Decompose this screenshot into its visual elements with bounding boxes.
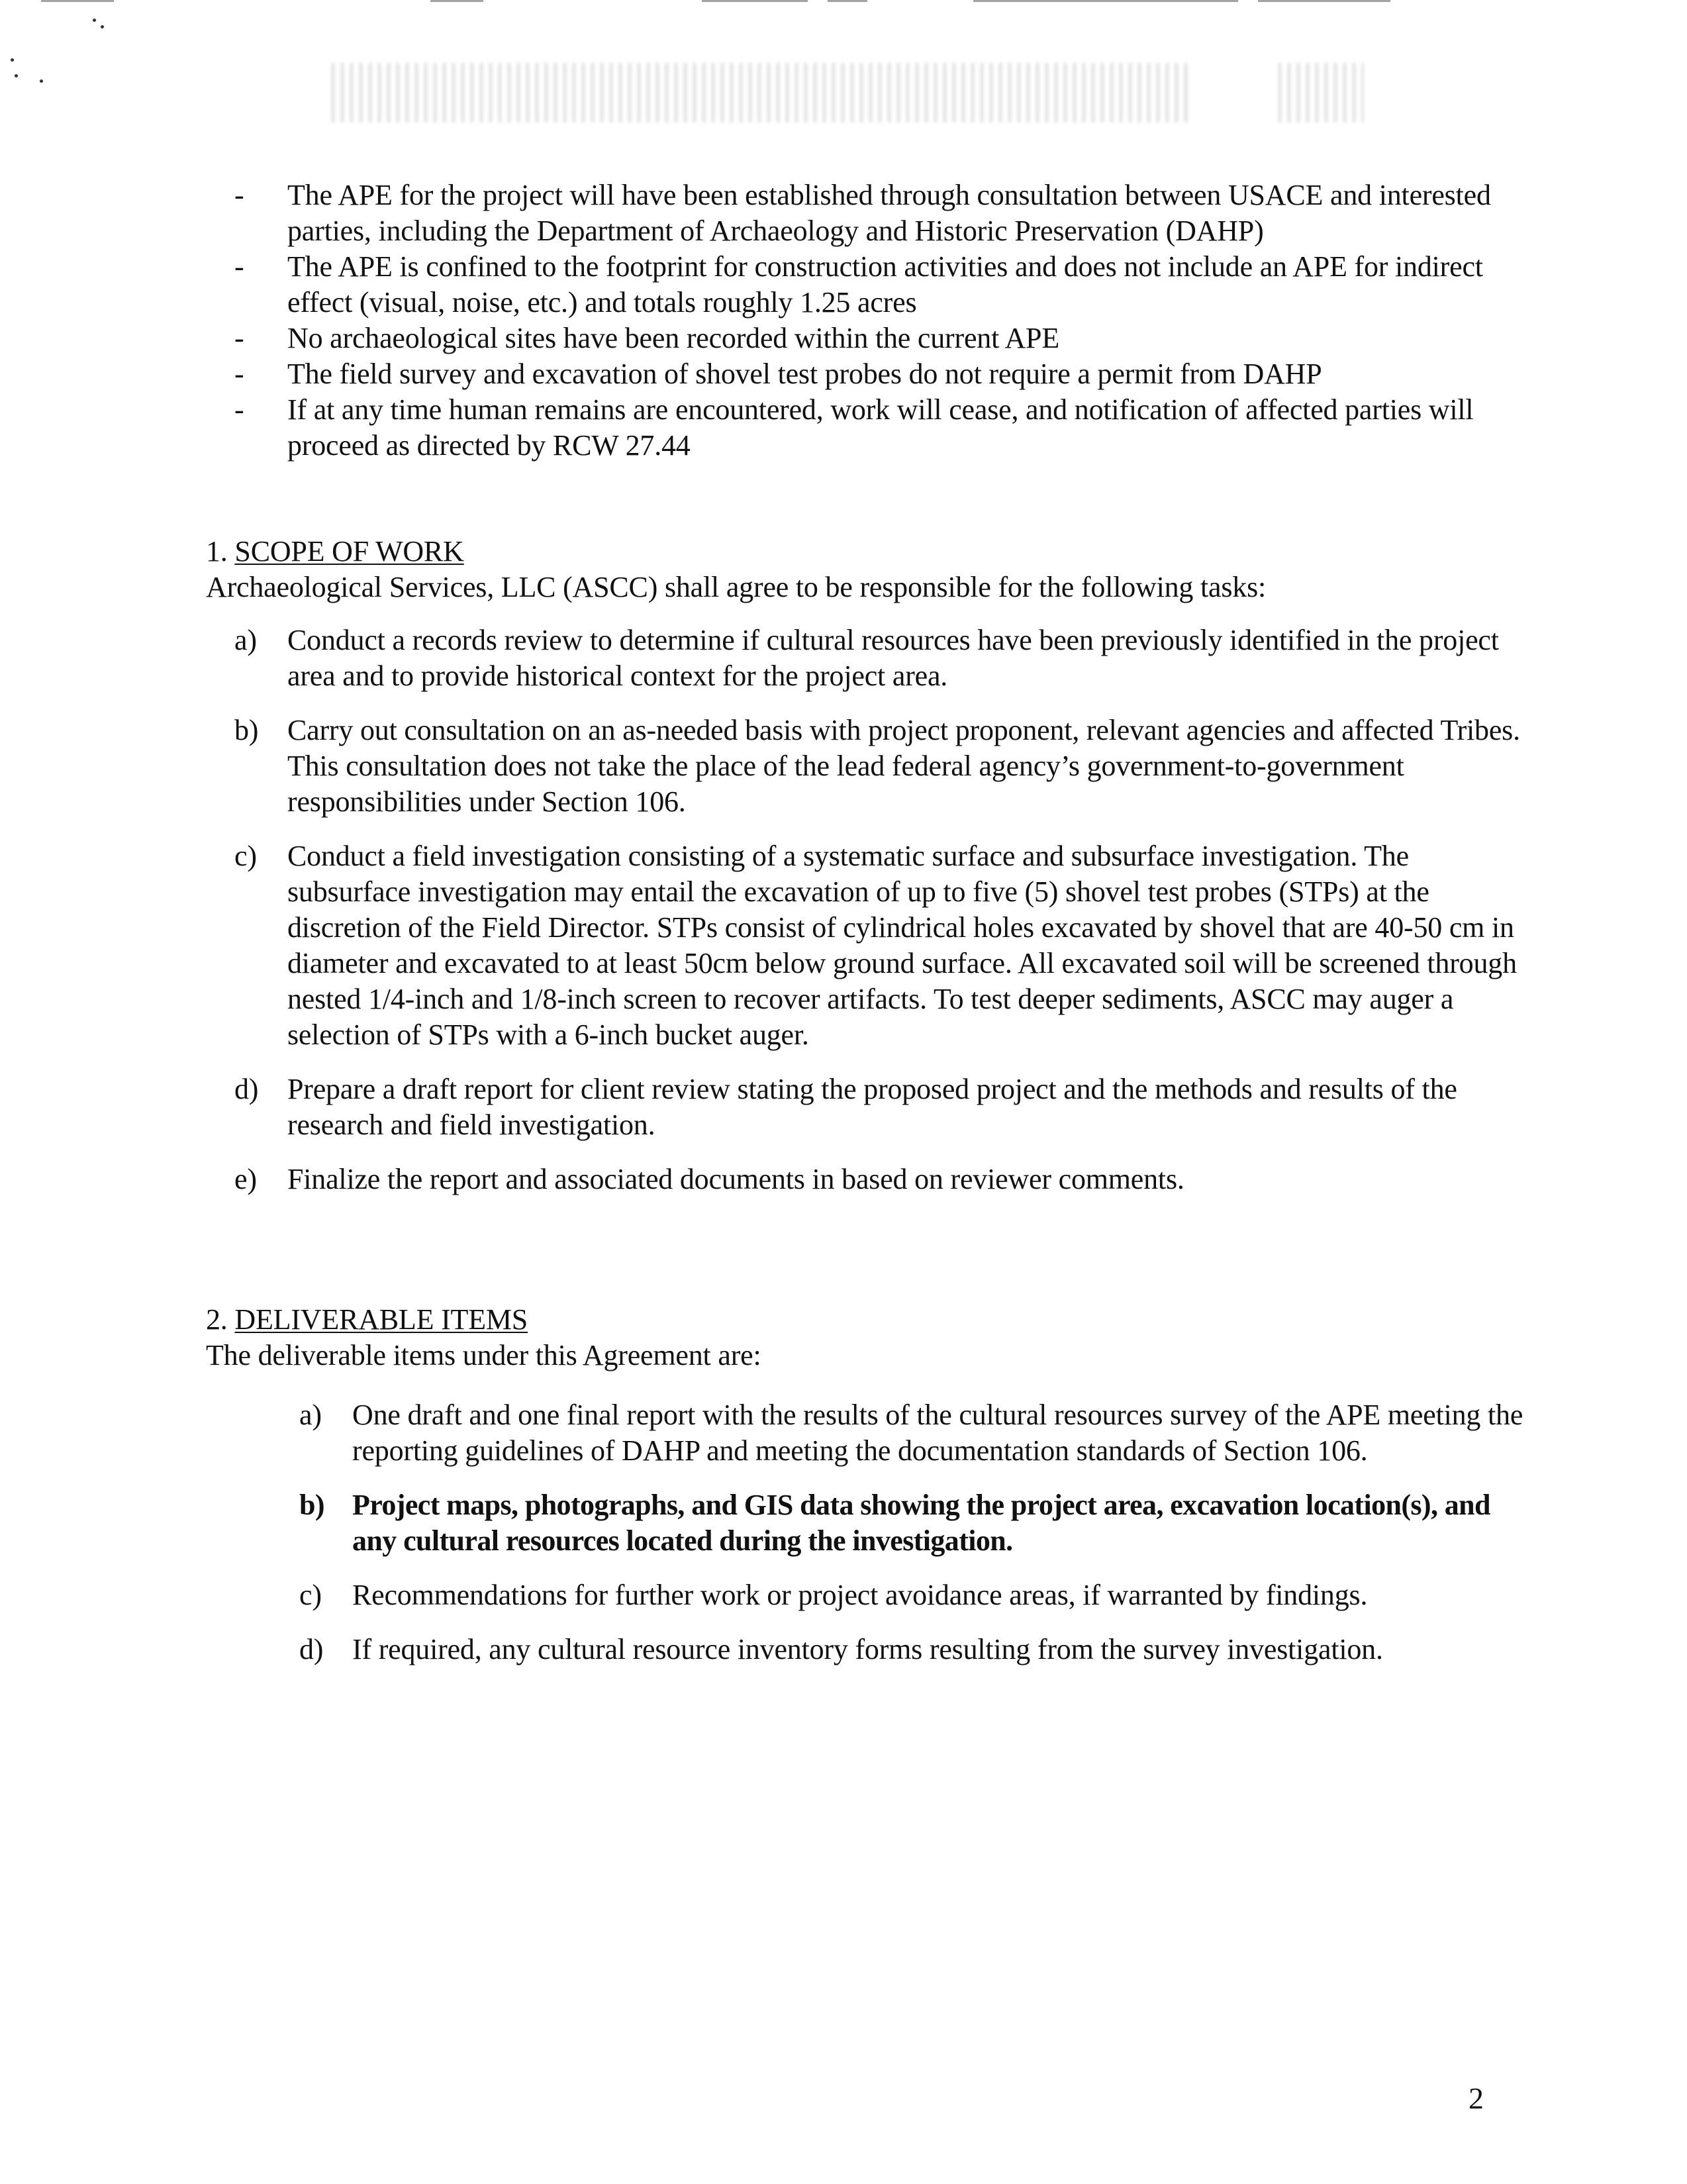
scan-artifact-line (430, 0, 483, 2)
item-text: Prepare a draft report for client review stating the proposed project and the methods and results of the research and field investigation. (287, 1073, 1457, 1141)
list-item (299, 1632, 1537, 1667)
item-text: If required, any cultural resource inventory forms resulting from the survey investigation. (352, 1633, 1383, 1665)
dash-bullet: - (234, 393, 244, 426)
bullet-text: If at any time human remains are encountered, work will cease, and notification of affected parties will proceed as directed by RCW 27.44 (287, 393, 1474, 462)
dash-bullet: - (234, 358, 244, 390)
list-item (234, 356, 1532, 392)
dash-bullet: - (234, 179, 244, 211)
deliverable-items-heading (206, 1302, 528, 1338)
scan-speck (15, 74, 18, 77)
scope-of-work-heading (206, 534, 464, 570)
scan-artifact-line (702, 0, 808, 2)
bullet-text: No archaeological sites have been recorded within the current APE (287, 322, 1059, 354)
list-item (234, 392, 1532, 464)
list-item (234, 321, 1532, 356)
faded-header-artifact (331, 63, 1192, 123)
item-marker: b) (299, 1489, 324, 1521)
list-item (234, 1071, 1532, 1143)
bullet-text: The field survey and excavation of shovel test probes do not require a permit from DAHP (287, 358, 1322, 390)
item-text: Project maps, photographs, and GIS data showing the project area, excavation location(s), and any cultural resources located during the investigation. (352, 1489, 1490, 1557)
item-marker: d) (234, 1073, 259, 1105)
item-text: Recommendations for further work or project avoidance areas, if warranted by findings. (352, 1579, 1368, 1611)
list-item (234, 177, 1532, 249)
scope-task-list (234, 622, 1532, 1216)
item-text: Carry out consultation on an as-needed basis with project proponent, relevant agencies and affected Tribes. This consultation does not take the place of the lead federal agency’s government-to-government responsibilities under Section 106. (287, 714, 1520, 818)
item-text: One draft and one final report with the results of the cultural resources survey of the APE meeting the reporting guidelines of DAHP and meeting the documentation standards of Section 106. (352, 1399, 1523, 1467)
scan-artifact-line (1258, 0, 1390, 2)
item-marker: c) (299, 1579, 322, 1611)
list-item (234, 622, 1532, 694)
item-marker: c) (234, 840, 257, 872)
item-marker: d) (299, 1633, 324, 1665)
section-number: 2. (206, 1303, 228, 1336)
deliverables-list (299, 1397, 1537, 1686)
scope-intro: Archaeological Services, LLC (ASCC) shall agree to be responsible for the following tasks: (206, 571, 1267, 603)
dash-bullet: - (234, 322, 244, 354)
item-marker: a) (299, 1399, 322, 1431)
scan-speck (93, 19, 96, 22)
dash-bullet: - (234, 250, 244, 283)
list-item (234, 713, 1532, 820)
section-title: SCOPE OF WORK (234, 535, 464, 568)
section-title: DELIVERABLE ITEMS (234, 1303, 528, 1336)
scan-artifact-line (973, 0, 1238, 2)
item-marker: a) (234, 624, 257, 656)
bullet-text: The APE is confined to the footprint for construction activities and does not include an APE for indirect effect (visual, noise, etc.) and totals roughly 1.25 acres (287, 250, 1483, 319)
list-item (234, 249, 1532, 321)
scan-artifact-line (41, 0, 114, 2)
bullet-text: The APE for the project will have been established through consultation between USACE and interested parties, including the Department of Archaeology and Historic Preservation (DAHP) (287, 179, 1491, 247)
list-item (234, 838, 1532, 1053)
list-item (299, 1487, 1537, 1559)
list-item (299, 1577, 1537, 1613)
deliverables-intro: The deliverable items under this Agreement are: (206, 1339, 761, 1371)
intro-bullet-list (234, 177, 1532, 464)
item-text: Conduct a field investigation consisting of a systematic surface and subsurface investigation. The subsurface investigation may entail the excavation of up to five (5) shovel test probes (STPs) at the discretion of the Field Director. STPs consist of cylindrical holes excavated by shovel that are 40-50 cm in diameter and excavated to at least 50cm below ground surface. All excavated soil will be screened through nested 1/4-inch and 1/8-inch screen to recover artifacts. To test deeper sediments, ASCC may auger a selection of STPs with a 6-inch bucket auger. (287, 840, 1517, 1051)
list-item (234, 1162, 1532, 1197)
item-text: Conduct a records review to determine if cultural resources have been previously identified in the project area and to provide historical context for the project area. (287, 624, 1499, 692)
section-number: 1. (206, 535, 228, 568)
scan-speck (40, 79, 43, 83)
faded-header-artifact (1278, 63, 1364, 123)
scan-speck (101, 25, 104, 28)
scan-speck (11, 58, 14, 62)
scan-artifact-line (828, 0, 867, 2)
item-marker: b) (234, 714, 259, 746)
list-item (299, 1397, 1537, 1469)
item-marker: e) (234, 1163, 257, 1195)
page-number: 2 (1469, 2081, 1484, 2115)
item-text: Finalize the report and associated documents in based on reviewer comments. (287, 1163, 1184, 1195)
